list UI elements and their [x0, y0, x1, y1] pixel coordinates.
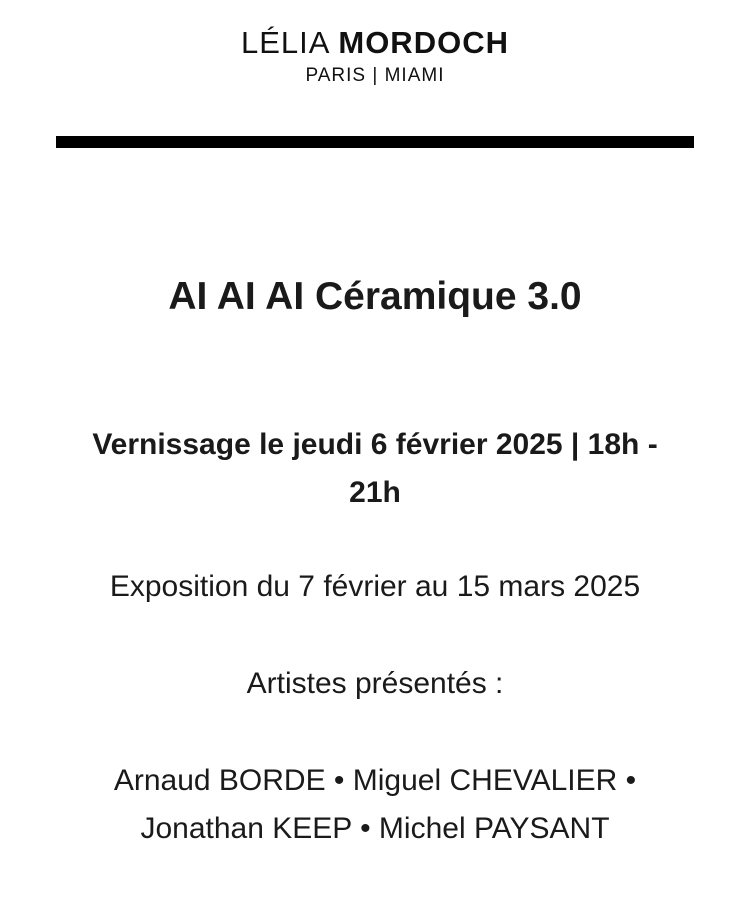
vernissage-info	[56, 421, 694, 517]
logo-cities: PARIS | MIAMI	[305, 65, 445, 86]
artists-line-1: Arnaud BORDE • Miguel CHEVALIER •	[113, 764, 637, 797]
exposition-dates: Exposition du 7 février au 15 mars 2025	[109, 570, 641, 603]
header-divider	[56, 136, 694, 148]
logo-wordmark	[0, 24, 750, 62]
artists-list	[0, 757, 750, 853]
exhibition-title: AI AI AI Céramique 3.0	[168, 275, 582, 318]
logo-last-name: MORDOCH	[338, 25, 509, 60]
logo-first-name: LÉLIA	[241, 25, 329, 60]
artists-label: Artistes présentés :	[246, 667, 504, 700]
vernissage-line-1: Vernissage le jeudi 6 février 2025 | 18h -	[92, 428, 658, 461]
artists-line-2: Jonathan KEEP • Michel PAYSANT	[140, 812, 610, 845]
vernissage-line-2: 21h	[349, 476, 401, 509]
gallery-logo	[0, 24, 750, 88]
